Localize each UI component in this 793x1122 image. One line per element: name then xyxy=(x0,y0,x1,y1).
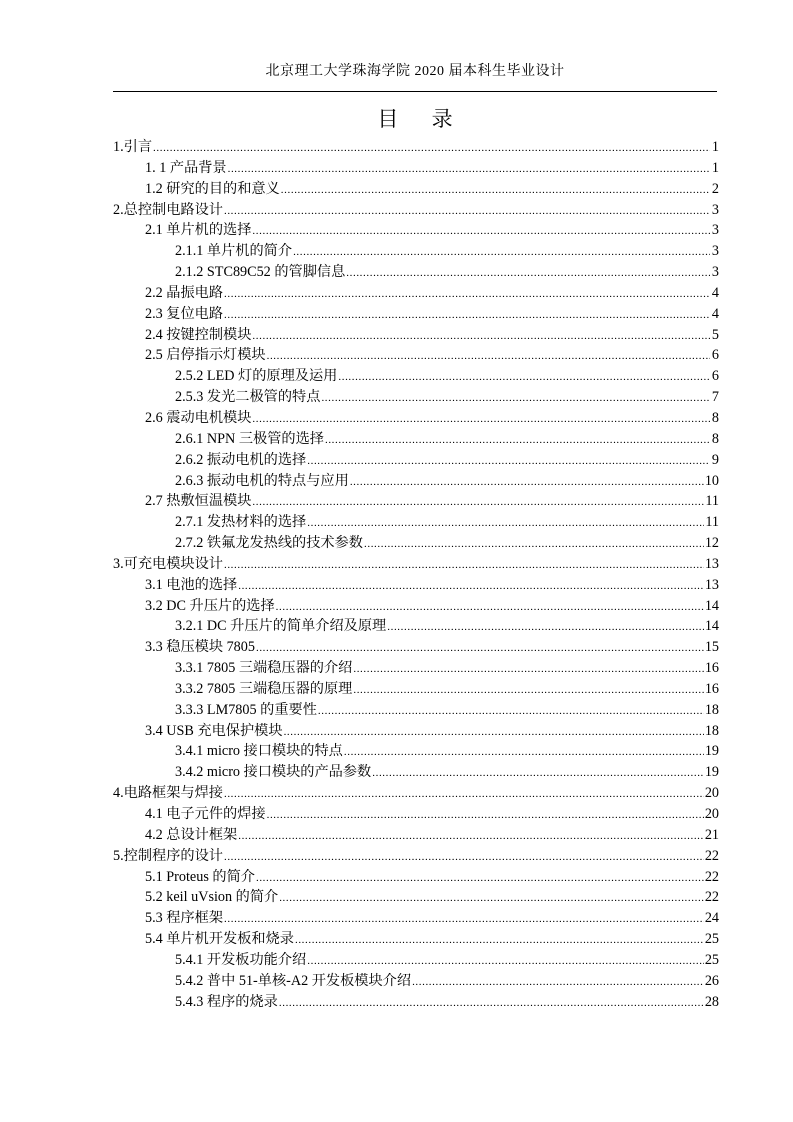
dot-leader xyxy=(238,576,704,597)
toc-entry-page-number: 3 xyxy=(711,243,719,260)
toc-entry-label: 2.7.1 发热材料的选择 xyxy=(175,514,307,531)
toc-entry[interactable] xyxy=(113,283,719,304)
toc-entry-page-number: 4 xyxy=(711,305,719,322)
toc-entry-label: 2.2 晶振电路 xyxy=(145,284,224,301)
dot-leader xyxy=(252,492,704,513)
toc-entry-label: 5.控制程序的设计 xyxy=(113,847,223,864)
dot-leader xyxy=(276,597,704,618)
toc-entry[interactable] xyxy=(113,783,719,804)
toc-entry[interactable] xyxy=(113,929,719,950)
toc-entry[interactable] xyxy=(113,637,719,658)
page-header: 北京理工大学珠海学院 2020 届本科生毕业设计 xyxy=(265,64,565,79)
dot-leader xyxy=(153,138,710,159)
toc-entry-label: 2.5 启停指示灯模块 xyxy=(145,347,266,364)
toc-entry[interactable] xyxy=(113,179,719,200)
dot-leader xyxy=(224,305,710,326)
dot-leader xyxy=(252,221,710,242)
dot-leader xyxy=(252,326,710,347)
toc-entry-page-number: 13 xyxy=(704,555,719,572)
dot-leader xyxy=(224,284,710,305)
dot-leader xyxy=(228,159,710,180)
toc-entry-page-number: 8 xyxy=(711,430,719,447)
toc-entry[interactable] xyxy=(113,387,719,408)
toc-entry-page-number: 19 xyxy=(704,743,719,760)
dot-leader xyxy=(344,742,704,763)
toc-entry-label: 3.3.1 7805 三端稳压器的介绍 xyxy=(175,660,353,677)
dot-leader xyxy=(346,263,710,284)
toc-entry[interactable] xyxy=(113,304,719,325)
toc-entry-label: 2.1 单片机的选择 xyxy=(145,222,252,239)
toc-entry[interactable] xyxy=(113,533,719,554)
toc-entry[interactable] xyxy=(113,846,719,867)
toc-entry-label: 1.2 研究的目的和意义 xyxy=(145,180,280,197)
toc-entry-label: 2.5.3 发光二极管的特点 xyxy=(175,389,321,406)
toc-entry-label: 2.6 震动电机模块 xyxy=(145,409,252,426)
toc-entry-page-number: 3 xyxy=(711,201,719,218)
dot-leader xyxy=(412,972,704,993)
dot-leader xyxy=(350,472,704,493)
toc-entry-label: 5.3 程序框架 xyxy=(145,910,224,927)
toc-entry[interactable] xyxy=(113,741,719,762)
toc-entry-page-number: 25 xyxy=(704,931,719,948)
toc-entry-page-number: 9 xyxy=(711,451,719,468)
toc-entry[interactable] xyxy=(113,679,719,700)
dot-leader xyxy=(307,513,704,534)
toc-entry-label: 2.1.1 单片机的简介 xyxy=(175,243,293,260)
toc-entry[interactable] xyxy=(113,491,719,512)
toc-entry-page-number: 16 xyxy=(704,660,719,677)
toc-entry-label: 5.4.2 普中 51-单核-A2 开发板模块介绍 xyxy=(175,972,412,989)
toc-entry[interactable] xyxy=(113,596,719,617)
toc-entry-page-number: 8 xyxy=(711,409,719,426)
dot-leader xyxy=(281,180,710,201)
toc-entry-page-number: 7 xyxy=(711,389,719,406)
toc-entry[interactable] xyxy=(113,450,719,471)
toc-entry-page-number: 13 xyxy=(704,576,719,593)
toc-entry-page-number: 12 xyxy=(704,535,719,552)
dot-leader xyxy=(307,951,704,972)
dot-leader xyxy=(224,784,704,805)
toc-entry-label: 3.1 电池的选择 xyxy=(145,576,238,593)
dot-leader xyxy=(353,680,703,701)
toc-entry-page-number: 20 xyxy=(704,785,719,802)
toc-entry[interactable] xyxy=(113,658,719,679)
dot-leader xyxy=(224,555,704,576)
toc-entry-page-number: 1 xyxy=(711,139,719,155)
dot-leader xyxy=(307,451,710,472)
toc-entry-label: 4.电路框架与焊接 xyxy=(113,785,223,802)
toc-entry[interactable] xyxy=(113,700,719,721)
toc-entry[interactable] xyxy=(113,366,719,387)
toc-entry-page-number: 11 xyxy=(705,493,719,510)
toc-entry-label: 1. 1 产品背景 xyxy=(145,159,227,176)
toc-entry-label: 5.1 Proteus 的简介 xyxy=(145,868,255,885)
toc-entry-label: 3.3.2 7805 三端稳压器的原理 xyxy=(175,680,353,697)
toc-entry-page-number: 14 xyxy=(704,597,719,614)
toc-entry-page-number: 3 xyxy=(711,264,719,281)
toc-entry[interactable] xyxy=(113,200,719,221)
toc-entry-label: 2.3 复位电路 xyxy=(145,305,224,322)
toc-entry-label: 5.2 keil uVsion 的简介 xyxy=(145,889,279,906)
toc-entry-label: 2.4 按键控制模块 xyxy=(145,326,252,343)
dot-leader xyxy=(338,367,710,388)
toc-entry-page-number: 11 xyxy=(705,514,719,531)
toc-entry-page-number: 19 xyxy=(704,764,719,781)
dot-leader xyxy=(224,847,704,868)
toc-entry[interactable] xyxy=(113,220,719,241)
toc-entry[interactable] xyxy=(113,971,719,992)
toc-entry[interactable] xyxy=(113,908,719,929)
toc-entry[interactable] xyxy=(113,325,719,346)
toc-entry[interactable] xyxy=(113,554,719,575)
toc-entry-label: 3.4 USB 充电保护模块 xyxy=(145,722,283,739)
toc-entry-label: 2.7 热敷恒温模块 xyxy=(145,493,252,510)
toc-entry[interactable] xyxy=(113,804,719,825)
toc-entry-page-number: 24 xyxy=(704,910,719,927)
toc-entry-page-number: 18 xyxy=(704,701,719,718)
dot-leader xyxy=(284,722,704,743)
toc-entry-label: 4.2 总设计框架 xyxy=(145,826,238,843)
dot-leader xyxy=(238,826,704,847)
toc-title: 目 录 xyxy=(377,107,467,131)
toc-entry-page-number: 28 xyxy=(704,993,719,1010)
dot-leader xyxy=(279,993,704,1014)
toc-entry-page-number: 3 xyxy=(711,222,719,239)
dot-leader xyxy=(295,930,704,951)
toc-entry-label: 5.4.3 程序的烧录 xyxy=(175,993,278,1010)
dot-leader xyxy=(293,242,710,263)
toc-entry-label: 3.3 稳压模块 7805 xyxy=(145,639,255,656)
toc-entry[interactable] xyxy=(113,950,719,971)
dot-leader xyxy=(267,346,710,367)
toc-entry-label: 3.可充电模块设计 xyxy=(113,555,223,572)
toc-entry-page-number: 22 xyxy=(704,868,719,885)
dot-leader xyxy=(224,201,710,222)
toc-entry-label: 3.2 DC 升压片的选择 xyxy=(145,597,275,614)
toc-entry[interactable] xyxy=(113,575,719,596)
toc-entry[interactable] xyxy=(113,825,719,846)
toc-entry-page-number: 25 xyxy=(704,951,719,968)
toc-entry-label: 2.6.3 振动电机的特点与应用 xyxy=(175,472,349,489)
toc-entry[interactable] xyxy=(113,471,719,492)
dot-leader xyxy=(372,763,704,784)
dot-leader xyxy=(318,701,704,722)
toc-entry-label: 5.4 单片机开发板和烧录 xyxy=(145,931,294,948)
toc-entry[interactable] xyxy=(113,867,719,888)
toc-entry[interactable] xyxy=(113,345,719,366)
dot-leader xyxy=(224,909,704,930)
dot-leader xyxy=(279,888,704,909)
toc-entry-page-number: 1 xyxy=(711,159,719,176)
toc-entry[interactable] xyxy=(113,762,719,783)
toc-entry-page-number: 6 xyxy=(711,347,719,364)
toc-entry-label: 3.4.2 micro 接口模块的产品参数 xyxy=(175,764,372,781)
dot-leader xyxy=(364,534,704,555)
toc-entry-label: 2.5.2 LED 灯的原理及运用 xyxy=(175,368,338,385)
toc-entry[interactable] xyxy=(113,241,719,262)
toc-entry-page-number: 15 xyxy=(704,639,719,656)
toc-entry-label: 2.1.2 STC89C52 的管脚信息 xyxy=(175,264,346,281)
toc-entry-page-number: 4 xyxy=(711,284,719,301)
toc-entry-page-number: 26 xyxy=(704,972,719,989)
toc-entry-page-number: 14 xyxy=(704,618,719,635)
toc-entry[interactable] xyxy=(113,158,719,179)
toc-entry[interactable] xyxy=(113,616,719,637)
toc-entry[interactable] xyxy=(113,721,719,742)
dot-leader xyxy=(325,430,710,451)
toc-entry-label: 5.4.1 开发板功能介绍 xyxy=(175,951,307,968)
dot-leader xyxy=(353,659,703,680)
toc-entry-label: 2.总控制电路设计 xyxy=(113,201,223,218)
toc-entry-page-number: 22 xyxy=(704,889,719,906)
toc-entry-label: 2.6.1 NPN 三极管的选择 xyxy=(175,430,324,447)
toc-entry-page-number: 21 xyxy=(704,826,719,843)
toc-entry-label: 3.4.1 micro 接口模块的特点 xyxy=(175,743,343,760)
toc-entry[interactable] xyxy=(113,262,719,283)
dot-leader xyxy=(321,388,710,409)
toc-entry[interactable] xyxy=(113,429,719,450)
dot-leader xyxy=(267,805,704,826)
toc-entry-label: 1.引言 xyxy=(113,139,153,155)
toc-entry[interactable] xyxy=(113,137,719,158)
toc-entry-page-number: 20 xyxy=(704,806,719,822)
toc-entry-page-number: 6 xyxy=(711,368,719,385)
toc-entry-label: 2.6.2 振动电机的选择 xyxy=(175,451,307,468)
toc-entry-page-number: 16 xyxy=(704,680,719,697)
toc-entry-page-number: 10 xyxy=(704,472,719,489)
toc-entry[interactable] xyxy=(113,887,719,908)
toc-entry-page-number: 5 xyxy=(711,326,719,343)
toc-entry[interactable] xyxy=(113,512,719,533)
toc-entry-page-number: 2 xyxy=(711,180,719,197)
dot-leader xyxy=(256,868,704,889)
toc-entry-label: 3.3.3 LM7805 的重要性 xyxy=(175,701,317,718)
dot-leader xyxy=(256,638,704,659)
toc-entry[interactable] xyxy=(113,992,719,1013)
toc-entry-page-number: 22 xyxy=(704,847,719,864)
dot-leader xyxy=(252,409,710,430)
table-of-contents xyxy=(113,137,719,1012)
toc-entry-label: 2.7.2 铁氟龙发热线的技术参数 xyxy=(175,535,363,552)
toc-entry-label: 4.1 电子元件的焊接 xyxy=(145,806,266,822)
toc-entry-page-number: 18 xyxy=(704,722,719,739)
toc-entry[interactable] xyxy=(113,408,719,429)
header-divider xyxy=(113,91,717,92)
toc-entry-label: 3.2.1 DC 升压片的简单介绍及原理 xyxy=(175,618,387,635)
dot-leader xyxy=(387,617,704,638)
